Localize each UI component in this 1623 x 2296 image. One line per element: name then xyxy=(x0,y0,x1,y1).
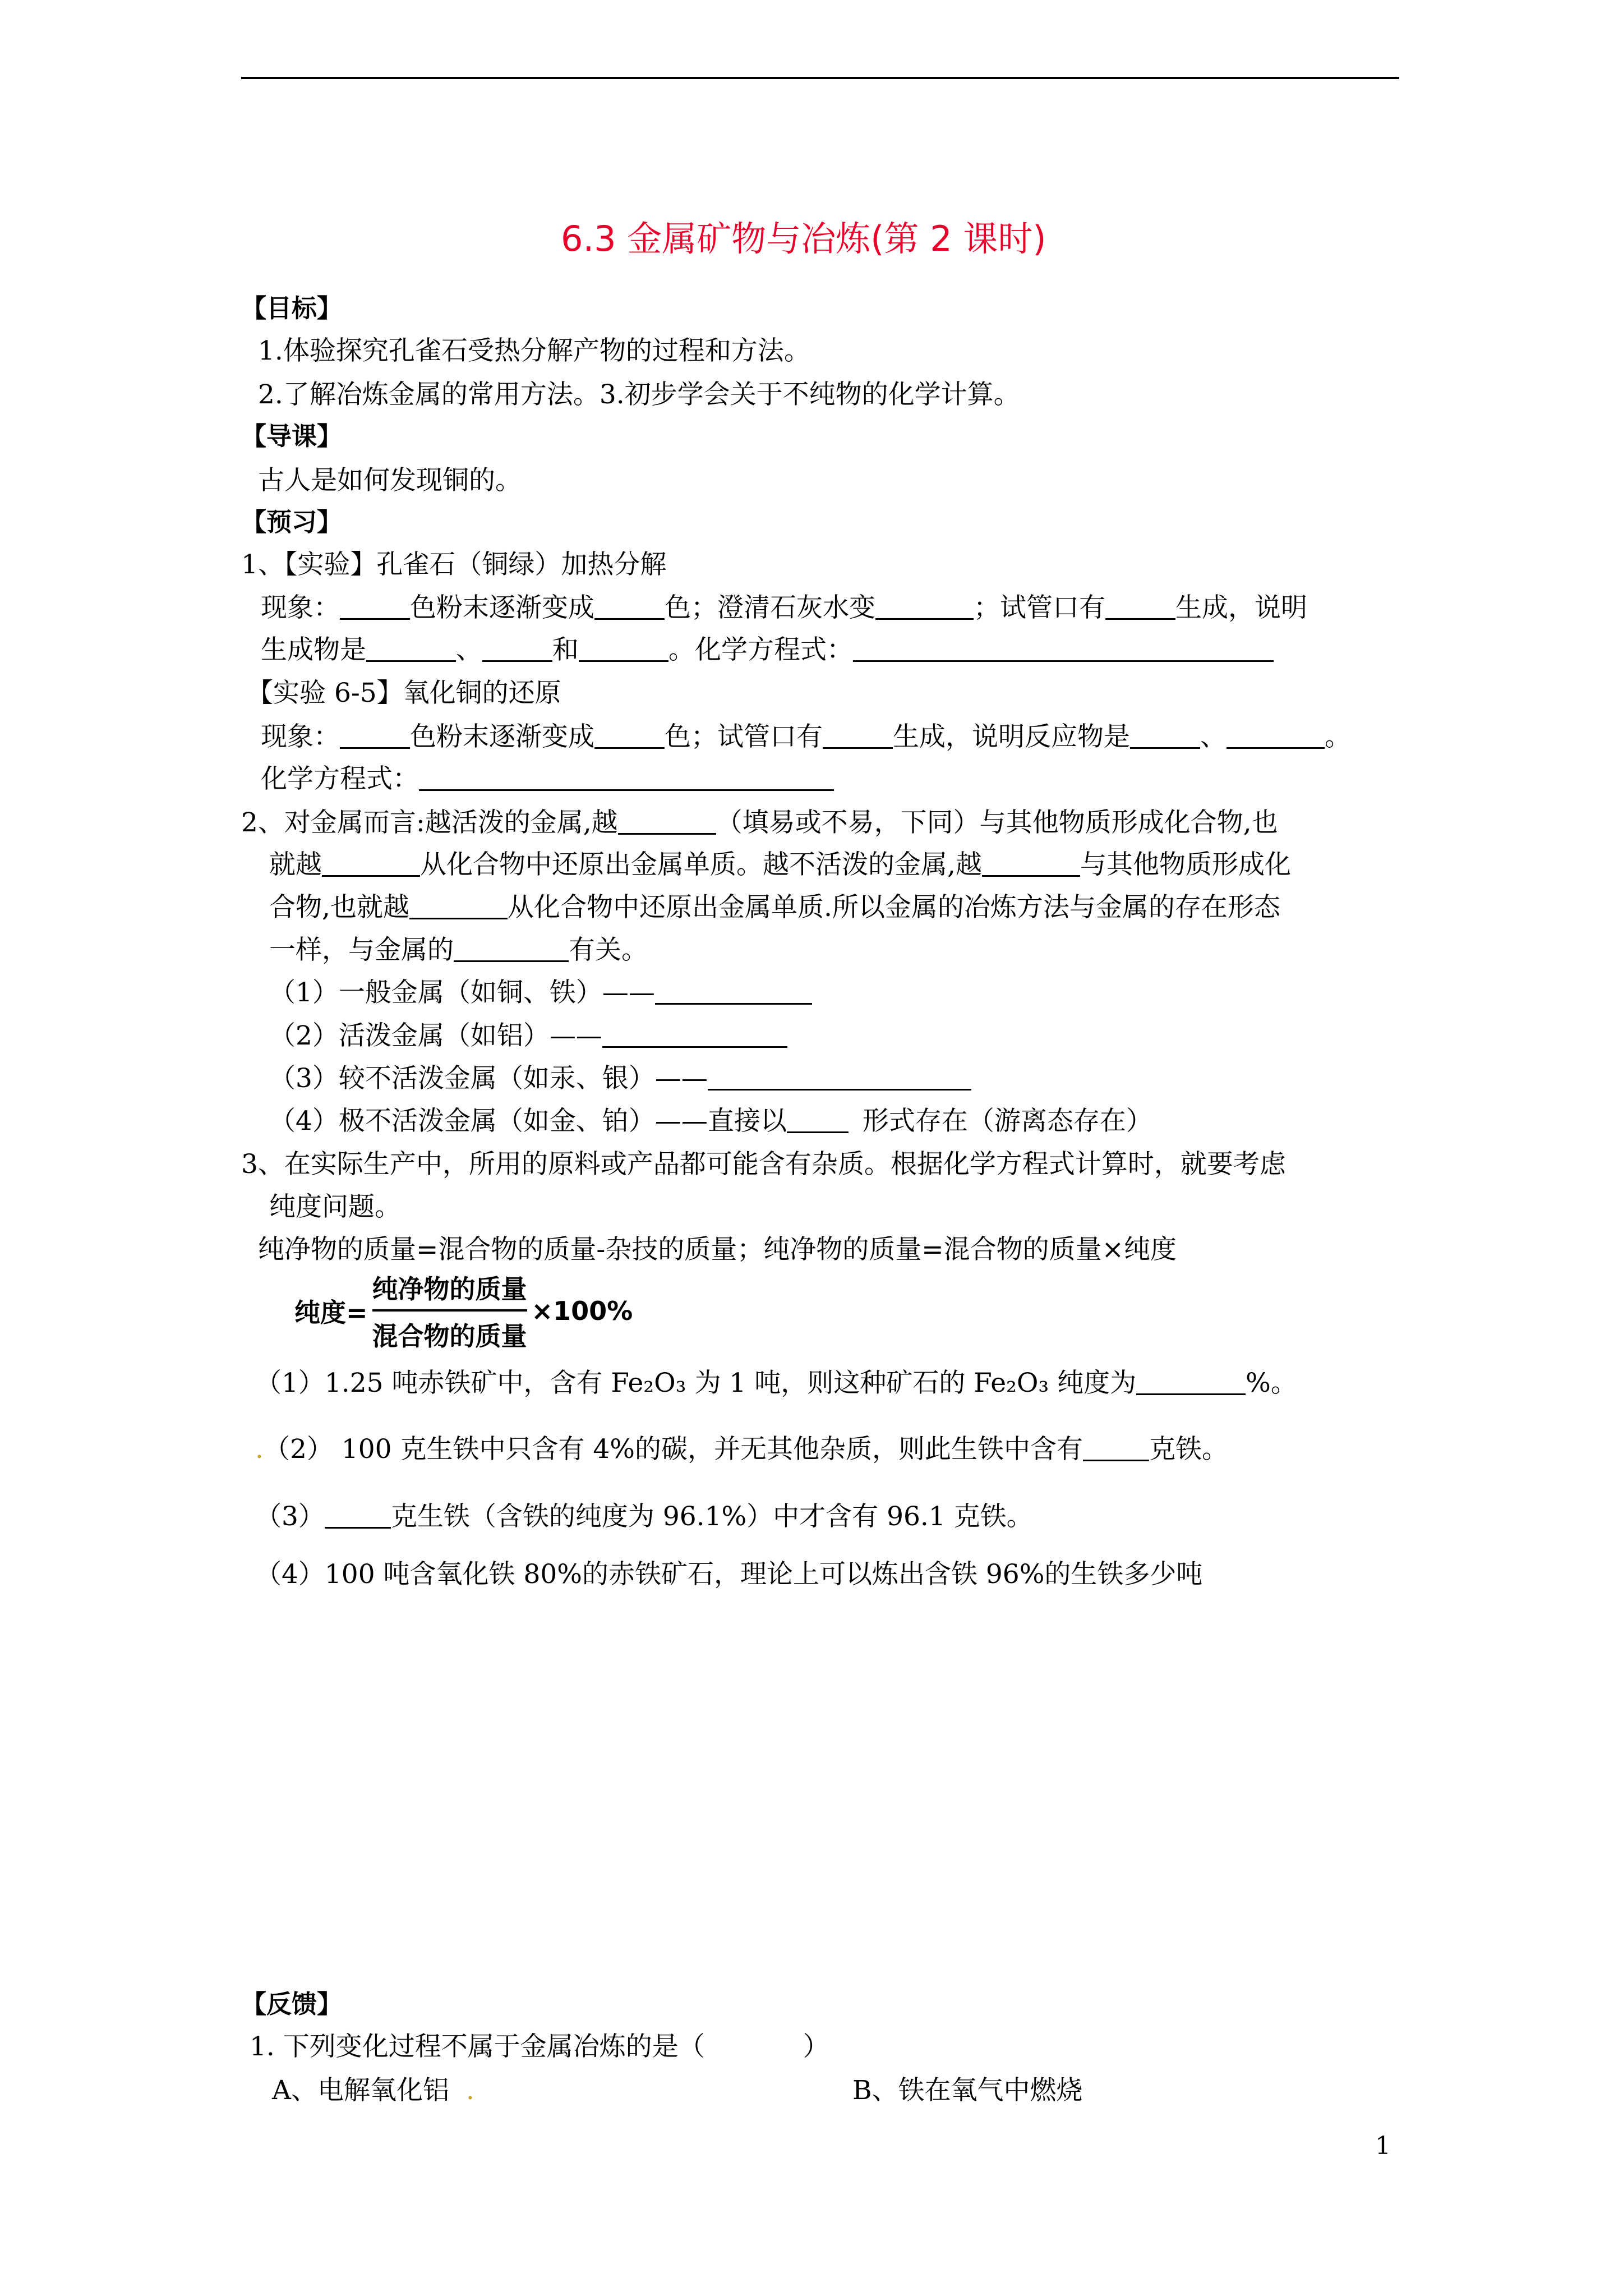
blank[interactable] xyxy=(409,895,508,919)
preview-heading: 【预习】 xyxy=(241,507,343,537)
text: ；试管口有 xyxy=(974,592,1105,623)
text: （3） xyxy=(255,1501,325,1532)
text: （2）活泼金属（如铝）—— xyxy=(269,1020,602,1051)
blank[interactable] xyxy=(853,638,1274,662)
q2-line3 xyxy=(269,894,1280,921)
q2-sub1 xyxy=(269,979,812,1006)
blank[interactable] xyxy=(1083,1437,1149,1461)
text: 色；试管口有 xyxy=(665,721,823,752)
blank[interactable] xyxy=(366,638,456,662)
blank[interactable] xyxy=(1136,1371,1246,1395)
q2-line1 xyxy=(241,809,1278,836)
text: 合物,也就越 xyxy=(269,892,409,923)
q2-sub4 xyxy=(269,1106,1152,1137)
goal-item-1: 1.体验探究孔雀石受热分解产物的过程和方法。 xyxy=(258,335,810,366)
text: （1）一般金属（如铜、铁）—— xyxy=(269,977,655,1008)
text: 化学方程式： xyxy=(261,763,419,794)
blank[interactable] xyxy=(875,596,974,620)
text: 色；澄清石灰水变 xyxy=(665,592,875,623)
exp65-equation xyxy=(261,763,834,794)
q2-line4 xyxy=(269,937,648,963)
q3-line1: 3、在实际生产中，所用的原料或产品都可能含有杂质。根据化学方程式计算时，就要考虑 xyxy=(241,1149,1286,1180)
text: （4）极不活泼金属（如金、铂）——直接以 xyxy=(269,1106,787,1137)
blank[interactable] xyxy=(602,1024,787,1048)
blank[interactable] xyxy=(594,596,665,620)
text: 现象： xyxy=(261,721,340,752)
blank[interactable] xyxy=(482,638,552,662)
text: 、 xyxy=(456,634,482,665)
dot-mark: . xyxy=(255,1434,264,1465)
blank[interactable] xyxy=(1227,725,1325,749)
text: A、电解氧化铝 xyxy=(272,2075,449,2106)
goal-heading: 【目标】 xyxy=(241,293,343,323)
blank[interactable] xyxy=(787,1109,849,1133)
q1-line1: 1、【实验】孔雀石（铜绿）加热分解 xyxy=(241,549,667,580)
blank[interactable] xyxy=(419,767,834,791)
text: （1）1.25 吨赤铁矿中，含有 Fe₂O₃ 为 1 吨，则这种矿石的 Fe₂O₃ 纯度为 xyxy=(255,1368,1137,1398)
q3-line3: 纯净物的质量=混合物的质量-杂技的质量；纯净物的质量=混合物的质量×纯度 xyxy=(258,1234,1177,1265)
text: 生成物是 xyxy=(261,634,366,665)
formula-numerator: 纯净物的质量 xyxy=(372,1269,527,1312)
q3-problem-3 xyxy=(255,1503,1033,1530)
text: 克铁。 xyxy=(1149,1434,1228,1465)
feedback-q1 xyxy=(250,2033,829,2060)
blank[interactable] xyxy=(1105,596,1175,620)
purity-formula xyxy=(294,1269,633,1353)
exp65-phenomenon xyxy=(261,721,1351,752)
text: 现象： xyxy=(261,592,340,623)
blank[interactable] xyxy=(594,725,665,749)
q2-sub3 xyxy=(269,1065,971,1092)
text: 就越 xyxy=(269,849,322,880)
blank[interactable] xyxy=(655,981,812,1005)
text: 生成，说明 xyxy=(1175,592,1307,623)
text: （填易或不易，下同）与其他物质形成化合物,也 xyxy=(716,807,1278,838)
q3-problem-4: （4）100 吨含氧化铁 80%的赤铁矿石，理论上可以炼出含铁 96%的生铁多少吨 xyxy=(255,1559,1203,1590)
formula-fraction xyxy=(372,1269,527,1353)
text: 2、对金属而言:越活泼的金属,越 xyxy=(241,807,618,838)
blank[interactable] xyxy=(325,1504,391,1529)
blank[interactable] xyxy=(823,725,893,749)
page-number: 1 xyxy=(1375,2132,1391,2160)
goal-item-2: 2.了解冶炼金属的常用方法。3.初步学会关于不纯物的化学计算。 xyxy=(258,379,1020,410)
text: 形式存在（游离态存在） xyxy=(862,1106,1152,1137)
text: 从化合物中还原出金属单质。越不活泼的金属,越 xyxy=(420,849,982,880)
page-title: 6.3 金属矿物与冶炼(第 2 课时) xyxy=(561,218,1046,259)
text: 色粉末逐渐变成 xyxy=(410,592,594,623)
text: %。 xyxy=(1246,1368,1297,1398)
blank[interactable] xyxy=(1130,725,1200,749)
text: （2） 100 克生铁中只含有 4%的碳，并无其他杂质，则此生铁中含有 xyxy=(263,1434,1083,1465)
blank[interactable] xyxy=(618,811,716,835)
feedback-option-a[interactable] xyxy=(272,2077,474,2104)
text: 克生铁（含铁的纯度为 96.1%）中才含有 96.1 克铁。 xyxy=(390,1501,1033,1532)
feedback-option-b[interactable]: B、铁在氧气中燃烧 xyxy=(852,2075,1083,2106)
text: ） xyxy=(803,2031,829,2062)
header-rule xyxy=(241,77,1399,79)
text: 有关。 xyxy=(569,935,648,965)
text: 与其他物质形成化 xyxy=(1080,849,1291,880)
text: 、 xyxy=(1200,721,1227,752)
q3-problem-2 xyxy=(255,1434,1228,1465)
q1-products xyxy=(261,634,1274,665)
blank[interactable] xyxy=(340,596,410,620)
blank[interactable] xyxy=(708,1066,971,1091)
blank[interactable] xyxy=(579,638,668,662)
text: 和 xyxy=(552,634,579,665)
intro-text: 古人是如何发现铜的。 xyxy=(258,465,522,496)
dot-mark: . xyxy=(465,2075,474,2106)
text: 1. 下列变化过程不属于金属冶炼的是（ xyxy=(250,2031,705,2062)
text: 色粉末逐渐变成 xyxy=(410,721,594,752)
blank[interactable] xyxy=(982,853,1080,877)
text: 。 xyxy=(1325,721,1351,752)
blank[interactable] xyxy=(322,853,420,877)
formula-lhs: 纯度= xyxy=(294,1297,368,1328)
text: 从化合物中还原出金属单质.所以金属的冶炼方法与金属的存在形态 xyxy=(507,892,1280,923)
blank[interactable] xyxy=(454,938,569,962)
q1-phenomenon xyxy=(261,592,1307,623)
formula-tail: ×100% xyxy=(531,1296,633,1326)
formula-denominator: 混合物的质量 xyxy=(372,1321,527,1351)
feedback-heading: 【反馈】 xyxy=(241,1989,343,2019)
q3-line2: 纯度问题。 xyxy=(269,1191,401,1222)
text: （3）较不活泼金属（如汞、银）—— xyxy=(269,1063,708,1094)
q2-sub2 xyxy=(269,1020,787,1051)
text: 生成，说明反应物是 xyxy=(893,721,1130,752)
text: 。化学方程式： xyxy=(668,634,853,665)
text: 一样，与金属的 xyxy=(269,935,454,965)
exp65-heading: 【实验 6-5】氧化铜的还原 xyxy=(247,678,561,708)
intro-heading: 【导课】 xyxy=(241,421,343,451)
blank[interactable] xyxy=(340,725,410,749)
q2-line2 xyxy=(269,849,1291,880)
q3-problem-1 xyxy=(255,1370,1297,1396)
